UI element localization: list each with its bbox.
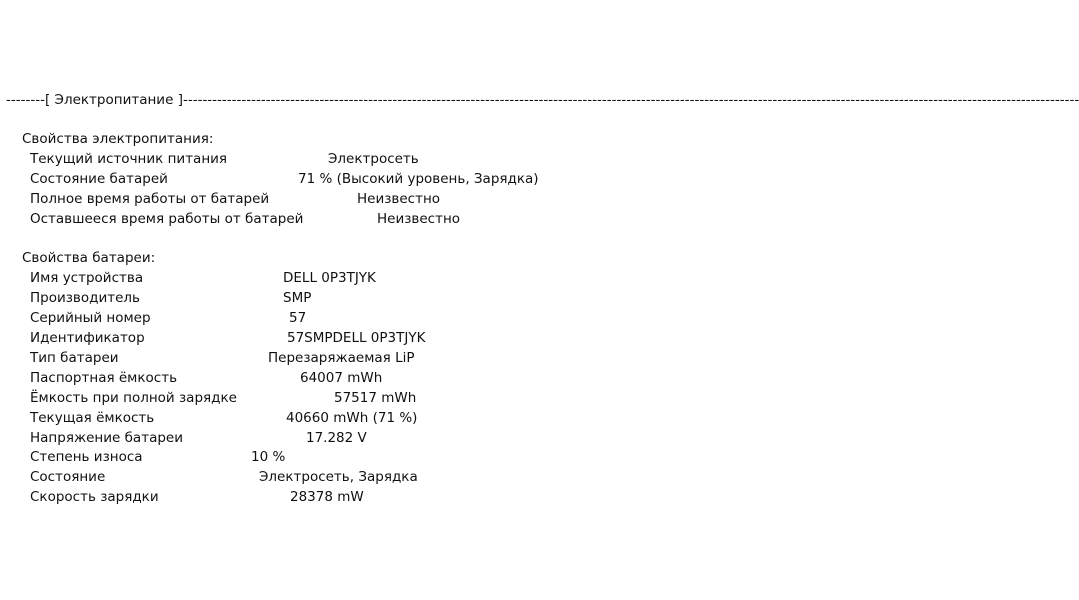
power-row-label: Полное время работы от батарей [30, 191, 270, 207]
battery-row-value: DELL 0P3TJYK [283, 270, 376, 286]
battery-row-label: Напряжение батареи [30, 430, 183, 446]
battery-row-value: 64007 mWh [300, 370, 383, 386]
power-row-value: Неизвестно [357, 191, 441, 207]
battery-row-value: 17.282 V [306, 430, 367, 446]
header-suffix: ]---------------------------------------------------------------------------------------------------------------------------------------------------------------------------------------- [177, 92, 1079, 108]
battery-row-value: Электросеть, Зарядка [259, 469, 418, 485]
battery-row-label: Паспортная ёмкость [30, 370, 178, 386]
power-row-label: Текущий источник питания [30, 151, 228, 167]
power-row-label: Состояние батарей [30, 171, 168, 187]
battery-row-label: Серийный номер [30, 310, 151, 326]
battery-row-value: Перезаряжаемая LiP [268, 350, 415, 366]
battery-row-label: Состояние [30, 469, 106, 485]
battery-row-label: Тип батареи [30, 350, 119, 366]
battery-row-value: 40660 mWh (71 %) [286, 410, 418, 426]
battery-row-value: 57SMPDELL 0P3TJYK [287, 330, 426, 346]
battery-properties-heading: Свойства батареи: [22, 250, 156, 266]
battery-row-label: Степень износа [30, 449, 143, 465]
power-row-value: Электросеть [328, 151, 419, 167]
header-title: Электропитание [50, 92, 178, 108]
battery-row-label: Идентификатор [30, 330, 145, 346]
power-row-label: Оставшееся время работы от батарей [30, 211, 304, 227]
battery-row-value: 57517 mWh [334, 390, 417, 406]
battery-row-value: 10 % [251, 449, 286, 465]
power-row-value: Неизвестно [377, 211, 461, 227]
battery-row-value: 28378 mW [290, 489, 364, 505]
battery-row-label: Ёмкость при полной зарядке [30, 390, 237, 406]
battery-row-label: Имя устройства [30, 270, 144, 286]
section-header [6, 90, 1079, 110]
battery-row-value: 57 [289, 310, 307, 326]
battery-row-label: Скорость зарядки [30, 489, 159, 505]
battery-row-label: Текущая ёмкость [30, 410, 155, 426]
battery-row-label: Производитель [30, 290, 141, 306]
power-row-value: 71 % (Высокий уровень, Зарядка) [298, 171, 539, 187]
header-prefix: --------[ [6, 92, 51, 108]
battery-row-value: SMP [283, 290, 312, 306]
power-properties-heading: Свойства электропитания: [22, 131, 214, 147]
